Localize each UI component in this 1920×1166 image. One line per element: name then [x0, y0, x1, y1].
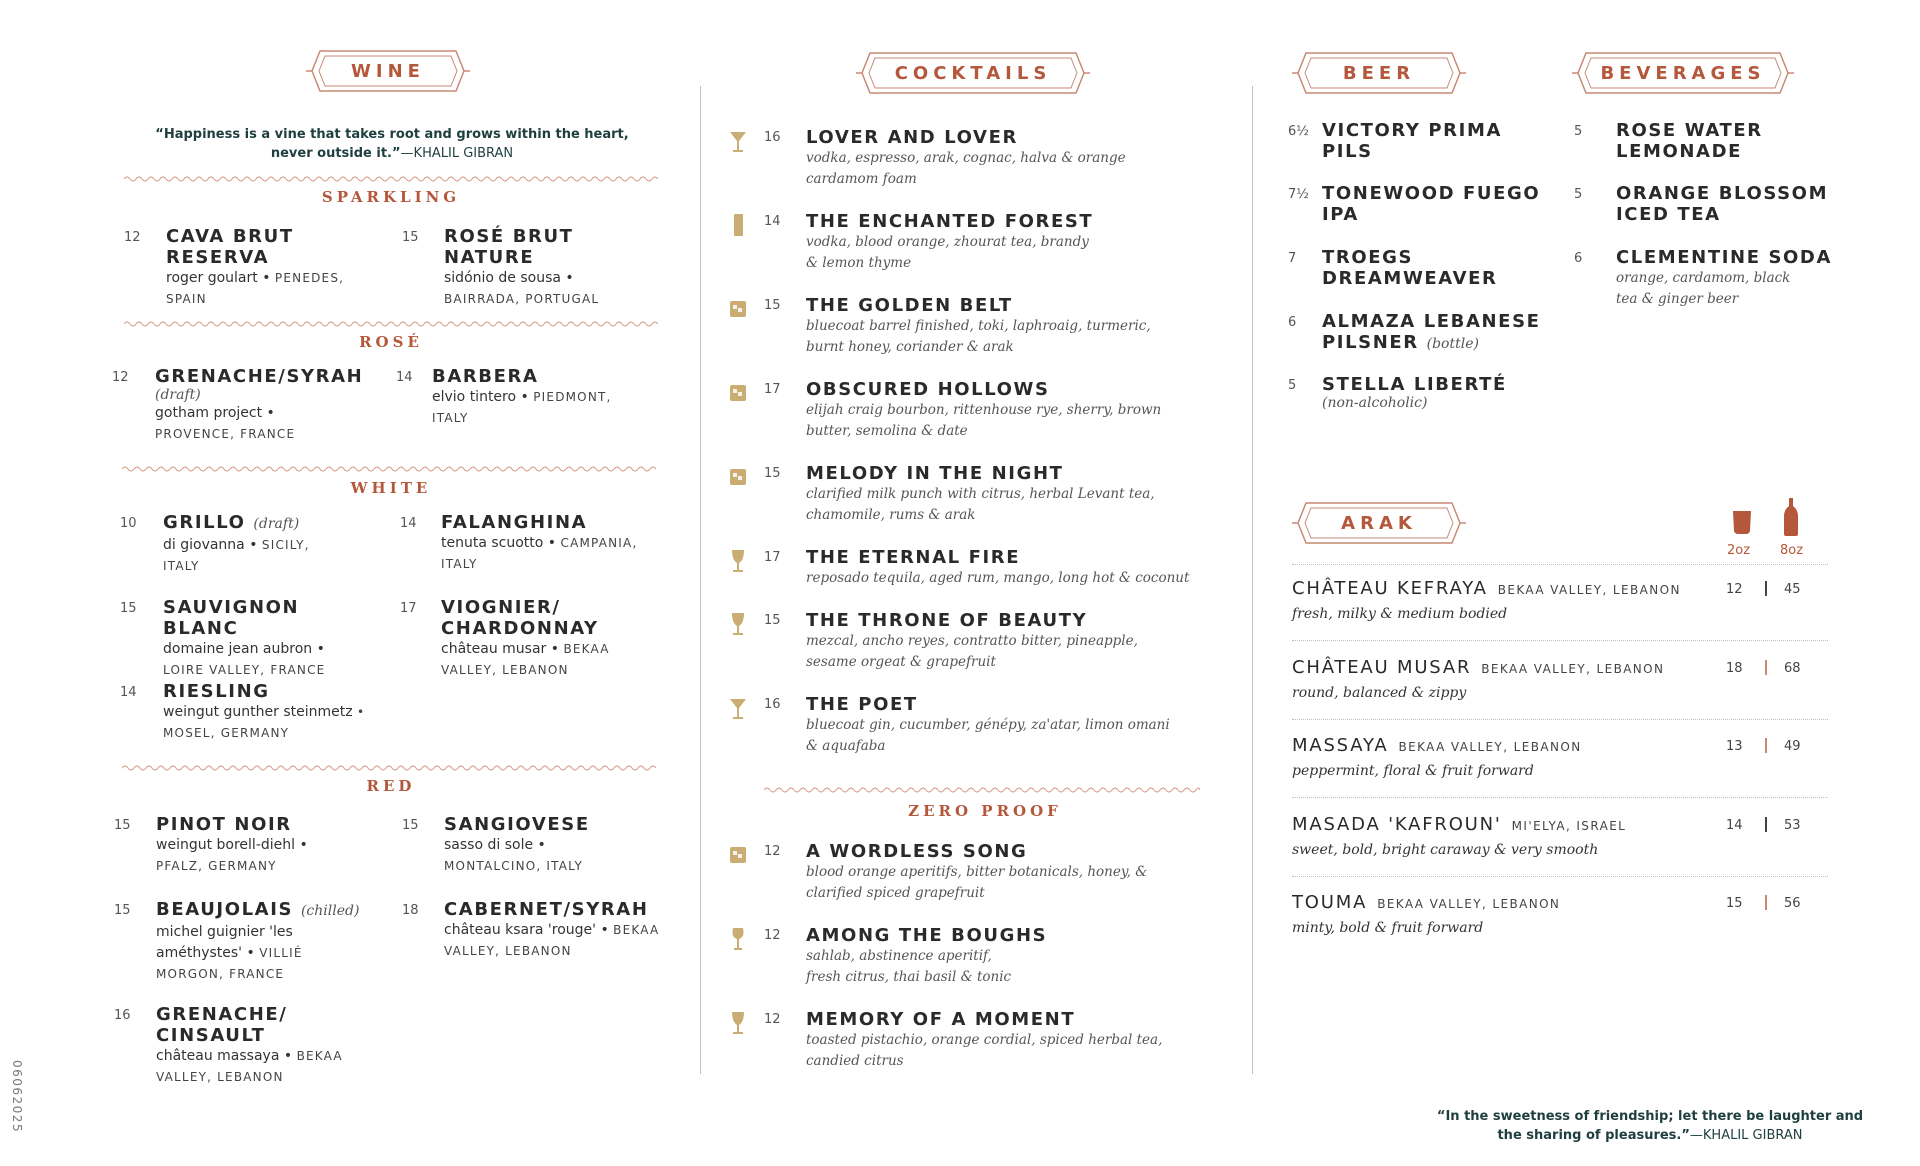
cocktail-description: butter, semolina & date — [806, 423, 968, 439]
arak-price-2oz: 14 — [1726, 818, 1743, 833]
arak-row — [1292, 578, 1828, 638]
cocktail-price: 17 — [764, 550, 781, 565]
wine-item — [114, 814, 374, 877]
wine-name: GRILLO (draft) — [163, 512, 300, 533]
wine-name: CABERNET/SYRAH — [444, 899, 649, 920]
arak-name: MASSAYA — [1292, 735, 1389, 756]
beer-name: ALMAZA LEBANESE — [1322, 311, 1541, 332]
wine-price: 16 — [114, 1008, 131, 1023]
document-id: 06062025 — [10, 1060, 24, 1134]
wine-name: GRENACHE/ CINSAULT — [156, 1004, 288, 1046]
beer-name: PILSNER (bottle) — [1322, 332, 1479, 353]
cocktail-description: toasted pistachio, orange cordial, spiced herbal tea, — [806, 1032, 1163, 1048]
cocktail-description: clarified milk punch with citrus, herbal Levant tea, — [806, 486, 1155, 502]
unit-8oz: 8oz — [1780, 543, 1804, 558]
wine-item — [114, 1004, 374, 1088]
row-divider — [1292, 797, 1828, 798]
rocks-glass-icon — [728, 464, 748, 490]
wine-price: 17 — [400, 601, 417, 616]
beer-name: IPA — [1322, 204, 1359, 225]
cocktail-description: & aquafaba — [806, 738, 886, 754]
arak-region: BEKAA VALLEY, LEBANON — [1497, 583, 1681, 597]
price-separator — [1765, 817, 1767, 832]
wine-producer: elvio tintero • PIEDMONT, ITALY — [432, 389, 612, 425]
sparkling-heading: SPARKLING — [321, 188, 461, 206]
cocktail-item — [806, 841, 1206, 904]
wine-producer: tenuta scuotto • CAMPANIA, ITALY — [441, 535, 638, 571]
cocktail-description: vodka, espresso, arak, cognac, halva & orange — [806, 150, 1126, 166]
wine-producer: gotham project • PROVENCE, FRANCE — [155, 405, 296, 441]
wine-heading: WINE — [306, 48, 470, 94]
arak-price-2oz: 12 — [1726, 582, 1743, 597]
cocktail-description: elijah craig bourbon, rittenhouse rye, sherry, brown — [806, 402, 1162, 418]
beer-name: VICTORY PRIMA — [1322, 120, 1502, 141]
wavy-divider — [124, 320, 658, 328]
beer-item — [1322, 374, 1572, 411]
beer-name: STELLA LIBERTÉ — [1322, 374, 1507, 395]
arak-name: TOUMA — [1292, 892, 1368, 913]
cocktail-item — [806, 211, 1206, 274]
cocktail-price: 15 — [764, 466, 781, 481]
wine-name: VIOGNIER/ CHARDONNAY — [441, 597, 599, 639]
wine-price: 12 — [112, 370, 129, 385]
row-divider — [1292, 564, 1828, 565]
wine-price: 15 — [402, 818, 419, 833]
wine-producer: sidónio de sousa • BAIRRADA, PORTUGAL — [444, 270, 600, 306]
arak-price-8oz: 45 — [1784, 582, 1801, 597]
price-separator — [1765, 660, 1767, 675]
cocktail-name: A WORDLESS SONG — [806, 841, 1028, 862]
cocktail-name: THE GOLDEN BELT — [806, 295, 1013, 316]
wine-item — [120, 681, 380, 744]
arak-region: BEKAA VALLEY, LEBANON — [1481, 662, 1665, 676]
arak-cup-icon — [1731, 509, 1753, 535]
wine-name: GRENACHE/SYRAH — [155, 366, 364, 387]
wavy-divider — [764, 786, 1200, 794]
cocktail-name: MEMORY OF A MOMENT — [806, 1009, 1076, 1030]
cocktail-name: AMONG THE BOUGHS — [806, 925, 1048, 946]
beer-item — [1322, 311, 1572, 355]
wine-note: (draft) — [155, 387, 201, 403]
wine-producer: domaine jean aubron • LOIRE VALLEY, FRANCE — [163, 641, 326, 677]
wine-item — [400, 597, 660, 681]
wine-producer: weingut gunther steinmetz • MOSEL, GERMANY — [163, 704, 366, 740]
rocks-glass-icon — [728, 842, 748, 868]
cocktail-name: THE ETERNAL FIRE — [806, 547, 1021, 568]
arak-region: BEKAA VALLEY, LEBANON — [1377, 897, 1561, 911]
arak-name: MASADA 'KAFROUN' — [1292, 814, 1502, 835]
cocktail-name: OBSCURED HOLLOWS — [806, 379, 1050, 400]
cocktail-item — [806, 694, 1206, 757]
cocktail-price: 12 — [764, 1012, 781, 1027]
zero-proof-heading: ZERO PROOF — [908, 802, 1062, 820]
row-divider — [1292, 876, 1828, 877]
wine-producer: château ksara 'rouge' • BEKAA VALLEY, LEBANON — [444, 922, 660, 958]
beverage-name: CLEMENTINE SODA — [1616, 247, 1832, 268]
cocktail-description: mezcal, ancho reyes, contratto bitter, pineapple, — [806, 633, 1138, 649]
cocktail-description: sahlab, abstinence aperitif, — [806, 948, 992, 964]
arak-description: peppermint, floral & fruit forward — [1292, 763, 1534, 779]
cocktail-item — [806, 379, 1206, 442]
footer-quote: “In the sweetness of friendship; let there be laughter and the sharing of pleasures.”—KHALIL GIBRAN — [1436, 1109, 1864, 1143]
cocktail-item — [806, 463, 1206, 526]
arak-price-8oz: 53 — [1784, 818, 1801, 833]
cocktail-price: 16 — [764, 697, 781, 712]
cocktail-name: THE POET — [806, 694, 918, 715]
beverage-item — [1616, 183, 1856, 225]
wavy-divider — [122, 465, 656, 473]
beverage-price: 6 — [1574, 251, 1583, 266]
arak-heading: ARAK — [1292, 500, 1466, 546]
rocks-glass-icon — [728, 296, 748, 322]
wine-item — [402, 226, 652, 310]
cocktail-price: 16 — [764, 130, 781, 145]
arak-bottle-icon — [1783, 498, 1799, 536]
beverage-description: tea & ginger beer — [1616, 291, 1739, 307]
arak-price-8oz: 49 — [1784, 739, 1801, 754]
arak-row — [1292, 735, 1828, 795]
cocktail-name: LOVER AND LOVER — [806, 127, 1018, 148]
wine-item — [402, 814, 662, 877]
beer-item — [1322, 120, 1572, 162]
cocktail-item — [806, 295, 1206, 358]
arak-price-2oz: 18 — [1726, 661, 1743, 676]
cocktail-price: 15 — [764, 298, 781, 313]
wine-producer: roger goulart • PENEDES, SPAIN — [166, 270, 345, 306]
arak-price-8oz: 56 — [1784, 896, 1801, 911]
beer-price: 6 — [1288, 315, 1297, 330]
cocktail-item — [806, 127, 1206, 190]
arak-region: MI'ELYA, ISRAEL — [1511, 819, 1627, 833]
wine-producer: château massaya • BEKAA VALLEY, LEBANON — [156, 1048, 343, 1084]
wine-price: 15 — [402, 230, 419, 245]
beer-price: 7 — [1288, 251, 1297, 266]
wine-glass-icon — [728, 926, 748, 952]
wine-price: 15 — [120, 601, 137, 616]
cocktail-description: bluecoat barrel finished, toki, laphroaig, turmeric, — [806, 318, 1151, 334]
tulip-glass-icon — [728, 611, 748, 637]
wine-producer: weingut borell-diehl • PFALZ, GERMANY — [156, 837, 308, 873]
wine-item — [402, 899, 662, 962]
cocktail-description: chamomile, rums & arak — [806, 507, 976, 523]
cocktail-name: MELODY IN THE NIGHT — [806, 463, 1064, 484]
column-divider — [1252, 86, 1253, 1074]
cocktail-description: & lemon thyme — [806, 255, 912, 271]
arak-name: CHÂTEAU KEFRAYA — [1292, 578, 1488, 599]
wine-name: FALANGHINA — [441, 512, 588, 533]
arak-name: CHÂTEAU MUSAR — [1292, 657, 1472, 678]
cocktail-item — [806, 1009, 1206, 1072]
row-divider — [1292, 719, 1828, 720]
wine-name: RIESLING — [163, 681, 270, 702]
wavy-divider — [124, 175, 658, 183]
white-heading: WHITE — [350, 479, 432, 497]
cocktail-name: THE THRONE OF BEAUTY — [806, 610, 1088, 631]
arak-row — [1292, 814, 1828, 874]
arak-price-2oz: 15 — [1726, 896, 1743, 911]
wine-producer: di giovanna • SICILY, ITALY — [163, 537, 310, 573]
beverage-price: 5 — [1574, 187, 1583, 202]
cocktail-item — [806, 610, 1206, 673]
wine-price: 18 — [402, 903, 419, 918]
collins-glass-icon — [728, 212, 748, 238]
beverage-price: 5 — [1574, 124, 1583, 139]
cocktail-price: 14 — [764, 214, 781, 229]
wine-price: 15 — [114, 903, 131, 918]
price-separator — [1765, 581, 1767, 596]
wine-price: 12 — [124, 230, 141, 245]
cocktail-price: 15 — [764, 613, 781, 628]
wine-price: 15 — [114, 818, 131, 833]
arak-row — [1292, 657, 1828, 717]
cocktail-description: blood orange aperitifs, bitter botanicals, honey, & — [806, 864, 1148, 880]
tulip-glass-icon — [728, 1010, 748, 1036]
arak-price-2oz: 13 — [1726, 739, 1743, 754]
cocktail-description: clarified spiced grapefruit — [806, 885, 985, 901]
cocktail-item — [806, 547, 1206, 589]
wine-item — [396, 366, 656, 429]
arak-price-8oz: 68 — [1784, 661, 1801, 676]
row-divider — [1292, 640, 1828, 641]
cocktail-description: vodka, blood orange, zhourat tea, brandy — [806, 234, 1089, 250]
wine-item — [124, 226, 364, 310]
beer-name: TROEGS — [1322, 247, 1414, 268]
beer-price: 6½ — [1288, 124, 1309, 139]
beverage-name: ROSE WATER — [1616, 120, 1763, 141]
arak-description: round, balanced & zippy — [1292, 685, 1467, 701]
wine-name: BEAUJOLAIS (chilled) — [156, 899, 360, 920]
wine-item — [400, 512, 660, 575]
beer-note: (non-alcoholic) — [1322, 395, 1428, 411]
arak-name-line — [1292, 735, 1582, 756]
beer-price: 5 — [1288, 378, 1297, 393]
wine-price: 14 — [396, 370, 413, 385]
martini-glass-icon — [728, 695, 748, 721]
cocktail-name: THE ENCHANTED FOREST — [806, 211, 1094, 232]
cocktail-description: reposado tequila, aged rum, mango, long hot & coconut — [806, 570, 1190, 586]
arak-name-line — [1292, 892, 1560, 913]
wine-quote: “Happiness is a vine that takes root and grows within the heart, never outside it.”—KHALIL GIBRAN — [155, 127, 629, 161]
wine-item — [114, 899, 384, 985]
cocktail-description: burnt honey, coriander & arak — [806, 339, 1014, 355]
wavy-divider — [122, 764, 656, 772]
cocktail-description: sesame orgeat & grapefruit — [806, 654, 996, 670]
arak-region: BEKAA VALLEY, LEBANON — [1398, 740, 1582, 754]
arak-description: sweet, bold, bright caraway & very smooth — [1292, 842, 1599, 858]
arak-description: minty, bold & fruit forward — [1292, 920, 1484, 936]
rocks-glass-icon — [728, 380, 748, 406]
wine-name: CAVA BRUT RESERVA — [166, 226, 294, 268]
arak-name-line — [1292, 814, 1626, 835]
beer-heading: BEER — [1292, 50, 1466, 96]
cocktail-description: candied citrus — [806, 1053, 904, 1069]
arak-row — [1292, 892, 1828, 952]
arak-name-line — [1292, 578, 1681, 599]
wine-price: 10 — [120, 516, 137, 531]
unit-2oz: 2oz — [1727, 543, 1751, 558]
arak-description: fresh, milky & medium bodied — [1292, 606, 1508, 622]
beverage-name: ICED TEA — [1616, 204, 1721, 225]
cocktail-description: fresh citrus, thai basil & tonic — [806, 969, 1012, 985]
beer-name: PILS — [1322, 141, 1373, 162]
wine-producer: michel guignier 'les améthystes' • VILLIÉ MORGON, FRANCE — [156, 924, 303, 981]
wine-item — [120, 597, 380, 681]
beverage-item — [1616, 120, 1856, 162]
beer-name: TONEWOOD FUEGO — [1322, 183, 1541, 204]
wine-price: 14 — [120, 685, 137, 700]
wine-item — [112, 366, 372, 445]
arak-name-line — [1292, 657, 1664, 678]
wine-name: ROSÉ BRUT NATURE — [444, 226, 574, 268]
tulip-glass-icon — [728, 548, 748, 574]
cocktail-description: cardamom foam — [806, 171, 917, 187]
price-separator — [1765, 738, 1767, 753]
wine-producer: sasso di sole • MONTALCINO, ITALY — [444, 837, 584, 873]
beverage-item — [1616, 247, 1856, 310]
wine-producer: château musar • BEKAA VALLEY, LEBANON — [441, 641, 610, 677]
beverage-name: LEMONADE — [1616, 141, 1743, 162]
wine-name: BARBERA — [432, 366, 539, 387]
cocktail-price: 12 — [764, 928, 781, 943]
column-divider — [700, 86, 701, 1074]
cocktail-item — [806, 925, 1206, 988]
wine-item — [120, 512, 370, 577]
beer-item — [1322, 183, 1572, 225]
wine-name: SAUVIGNON BLANC — [163, 597, 300, 639]
beer-price: 7½ — [1288, 187, 1309, 202]
wine-name: SANGIOVESE — [444, 814, 590, 835]
cocktail-price: 12 — [764, 844, 781, 859]
beer-name: DREAMWEAVER — [1322, 268, 1498, 289]
cocktails-heading: COCKTAILS — [856, 50, 1090, 96]
martini-glass-icon — [728, 128, 748, 154]
beer-item — [1322, 247, 1572, 289]
beverage-name: ORANGE BLOSSOM — [1616, 183, 1829, 204]
price-separator — [1765, 895, 1767, 910]
wine-name: PINOT NOIR — [156, 814, 292, 835]
beverages-heading: BEVERAGES — [1572, 50, 1794, 96]
beverage-description: orange, cardamom, black — [1616, 270, 1791, 286]
cocktail-description: bluecoat gin, cucumber, génépy, za'atar, limon omani — [806, 717, 1170, 733]
rose-heading: ROSÉ — [359, 333, 423, 351]
red-heading: RED — [366, 777, 416, 795]
wine-price: 14 — [400, 516, 417, 531]
cocktail-price: 17 — [764, 382, 781, 397]
